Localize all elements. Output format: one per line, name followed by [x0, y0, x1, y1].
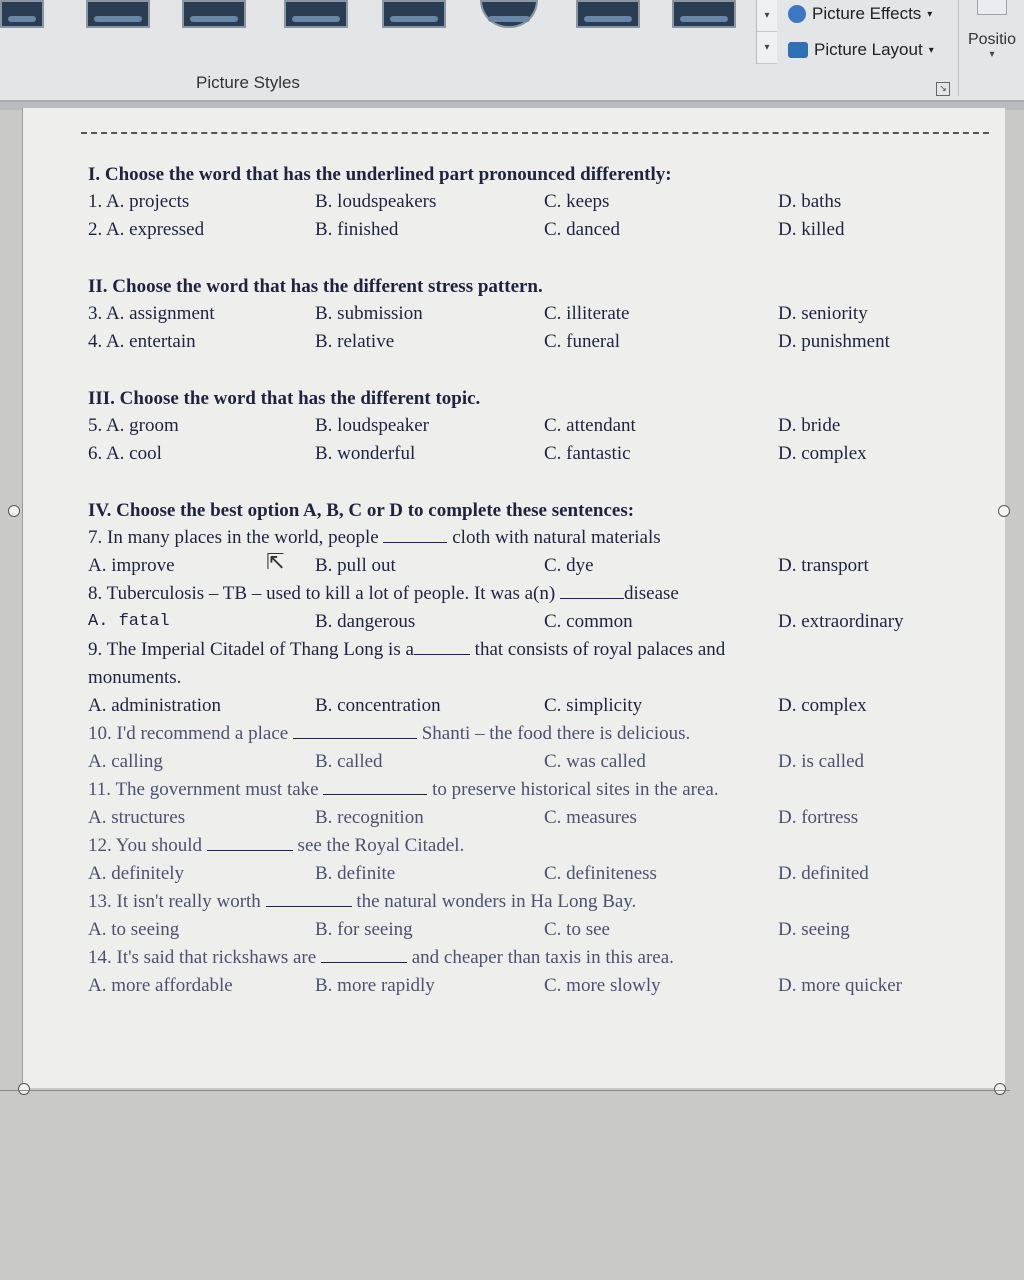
picture-style-thumbnail[interactable]	[672, 0, 736, 28]
question-stem-continued: monuments.	[88, 667, 182, 688]
picture-styles-group-label: Picture Styles	[196, 73, 300, 92]
question-stem: 10. I'd recommend a place Shanti – the food there is delicious.	[88, 723, 691, 744]
picture-style-thumbnail[interactable]	[182, 0, 246, 28]
picture-frame-border	[0, 1090, 1010, 1091]
gallery-scroll-up-icon[interactable]: ▾	[757, 0, 777, 32]
answer-options: A. definitely B. definite C. definiteness D. definited	[88, 863, 869, 884]
picture-effects-button[interactable]: Picture Effects ▾	[788, 4, 932, 24]
picture-style-thumbnail[interactable]	[480, 0, 538, 28]
answer-options: A. administration B. concentration C. simplicity D. complex	[88, 695, 867, 716]
position-button[interactable]: Positio ▾	[958, 0, 1024, 96]
section-title: IV. Choose the best option A, B, C or D to complete these sentences:	[88, 500, 635, 521]
position-icon	[977, 0, 1007, 15]
question-stem: 9. The Imperial Citadel of Thang Long is a that consists of royal palaces and	[88, 639, 726, 660]
question-stem: 11. The government must take to preserve historical sites in the area.	[88, 779, 719, 800]
gallery-scrollbar[interactable]	[756, 0, 777, 64]
answer-options: A. fatal B. dangerous C. common D. extraordinary	[88, 611, 904, 632]
question-stem: 14. It's said that rickshaws are and cheaper than taxis in this area.	[88, 947, 674, 968]
question-row: 5. A. groom B. loudspeaker C. attendant D. bride	[88, 415, 841, 436]
mouse-cursor-icon: ⇱	[266, 550, 285, 575]
dropdown-arrow-icon: ▾	[928, 44, 934, 56]
picture-style-thumbnail[interactable]	[86, 0, 150, 28]
section-title: III. Choose the word that has the different topic.	[88, 388, 481, 409]
picture-layout-button[interactable]: Picture Layout ▾	[788, 40, 934, 60]
picture-effects-icon	[788, 5, 806, 23]
question-stem: 7. In many places in the world, people cloth with natural materials	[88, 527, 661, 548]
resize-handle[interactable]	[998, 505, 1010, 517]
picture-frame-border	[81, 132, 989, 134]
answer-options: A. improve B. pull out C. dye D. transport	[88, 555, 869, 576]
question-row: 3. A. assignment B. submission C. illiterate D. seniority	[88, 303, 868, 324]
dropdown-arrow-icon: ▾	[927, 8, 933, 20]
picture-layout-icon	[788, 42, 808, 58]
dialog-launcher-icon[interactable]: ↘	[936, 82, 950, 96]
answer-options: A. calling B. called C. was called D. is called	[88, 751, 865, 772]
question-stem: 13. It isn't really worth the natural wonders in Ha Long Bay.	[88, 891, 637, 912]
question-row: 4. A. entertain B. relative C. funeral D. punishment	[88, 331, 890, 352]
resize-handle[interactable]	[994, 1083, 1006, 1095]
resize-handle[interactable]	[18, 1083, 30, 1095]
answer-options: A. to seeing B. for seeing C. to see D. seeing	[88, 919, 850, 940]
ribbon	[0, 0, 1024, 102]
picture-style-thumbnail[interactable]	[284, 0, 348, 28]
question-stem: 8. Tuberculosis – TB – used to kill a lot of people. It was a(n) disease	[88, 583, 679, 604]
question-stem: 12. You should see the Royal Citadel.	[88, 835, 465, 856]
section-title: I. Choose the word that has the underlined part pronounced differently:	[88, 164, 672, 185]
worksheet[interactable]	[88, 162, 948, 1000]
gallery-more-icon[interactable]: ▾	[757, 32, 777, 64]
question-row: 1. A. projects B. loudspeakers C. keeps D. baths	[88, 191, 842, 212]
picture-style-thumbnail[interactable]	[382, 0, 446, 28]
question-row: 2. A. expressed B. finished C. danced D. killed	[88, 219, 845, 240]
question-row: 6. A. cool B. wonderful C. fantastic D. complex	[88, 443, 867, 464]
dropdown-arrow-icon: ▾	[989, 49, 995, 60]
picture-style-thumbnail[interactable]	[576, 0, 640, 28]
resize-handle[interactable]	[8, 505, 20, 517]
section-title: II. Choose the word that has the different stress pattern.	[88, 276, 543, 297]
answer-options: A. more affordable B. more rapidly C. more slowly D. more quicker	[88, 975, 902, 996]
answer-options: A. structures B. recognition C. measures D. fortress	[88, 807, 859, 828]
picture-style-thumbnail[interactable]	[0, 0, 44, 28]
